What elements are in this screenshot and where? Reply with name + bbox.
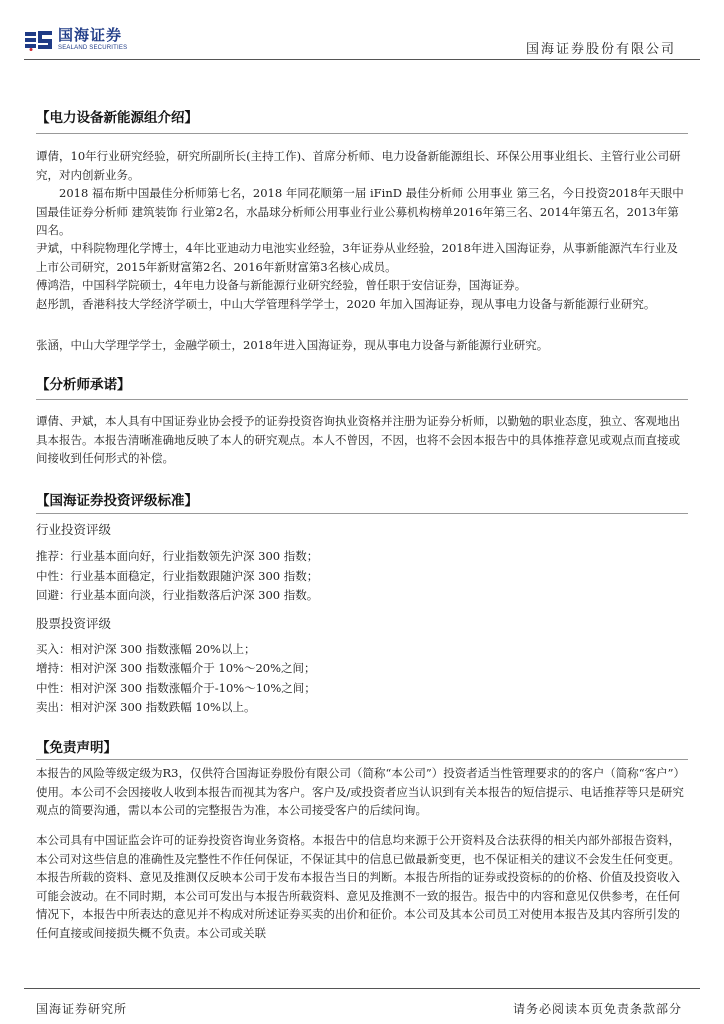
industry-rating-avoid: 回避：行业基本面向淡，行业指数落后沪深 300 指数。 — [36, 588, 319, 602]
rating-section-title: 【国海证券投资评级标准】 — [36, 493, 198, 509]
disclaimer-para-2: 本公司具有中国证监会许可的证券投资咨询业务资格。本报告中的信息均来源于公开资料及合法获得的相关内部外部报告资料，本公司对这些信息的准确性及完整性不作任何保证，不保证其中的信息已做最新变更，也不保证相关的建议不会发生任何变更。本报告所载的资料、意见及推测仅反映本公司于发布本报告当日的判断。本报告所指的证券或投资标的的价格、价值及投资收入可能会波动。在不同时期，本公司可发出与本报告所载资料、意见及推测不一致的报告。报告中的内容和意见仅供参考，在任何情况下，本报告中所表达的意见并不构成对所述证券买卖的出价和征价。本公司及其本公司员工对使用本报告及其内容所引发的任何直接或间接损失概不负责。本公司或关联 — [36, 833, 680, 940]
team-section-title: 【电力设备新能源组介绍】 — [36, 110, 198, 126]
company-name: 国海证券股份有限公司 — [525, 42, 676, 57]
footer-divider — [24, 988, 700, 989]
team-awards: 2018 福布斯中国最佳分析师第七名，2018 年同花顺第一届 iFinD 最佳分析师 公用事业 第三名，今日投资2018年天眼中国最佳证券分析师 建筑装饰 行业第2名，水晶球分析师公用事业行业公募机构榜单2016年第三名、2014年第五名，2013年第四名。 — [36, 186, 684, 237]
industry-rating-neutral: 中性：行业基本面稳定，行业指数跟随沪深 300 指数； — [36, 569, 319, 583]
footer-disclaimer-note: 请务必阅读本页免责条款部分 — [512, 1002, 682, 1016]
team-member-yinbin: 尹斌，中科院物理化学博士，4年比亚迪动力电池实业经验，3年证券从业经验，2018年进入国海证券，从事新能源汽车行业及上市公司研究，2015年新财富第2名、2016年新财富第3名核心成员。 — [36, 241, 678, 274]
logo-cn-text: 国海证券 — [58, 26, 123, 44]
commitment-section-title: 【分析师承诺】 — [36, 377, 131, 393]
disclaimer-para-1: 本报告的风险等级定级为R3，仅供符合国海证券股份有限公司（简称“本公司”）投资者适当性管理要求的的客户（简称“客户”）使用。本公司不会因接收人收到本报告而视其为客户。客户及/或投资者应当认识到有关本报告的短信提示、电话推荐等只是研究观点的简要沟通，需以本公司的完整报告为准，本公司接受客户的后续问询。 — [36, 766, 685, 817]
industry-rating-title: 行业投资评级 — [36, 522, 112, 537]
disclaimer-section-divider — [36, 759, 688, 760]
stock-rating-neutral: 中性：相对沪深 300 指数涨幅介于-10%～10%之间； — [36, 681, 316, 695]
stock-rating-overweight: 增持：相对沪深 300 指数涨幅介于 10%～20%之间； — [36, 661, 316, 675]
stock-rating-buy: 买入：相对沪深 300 指数涨幅 20%以上； — [36, 642, 256, 656]
logo-en-text: SEALAND SECURITIES — [58, 45, 128, 51]
footer-institute: 国海证券研究所 — [36, 1002, 128, 1016]
commitment-text: 谭倩、尹斌，本人具有中国证券业协会授予的证券投资咨询执业资格并注册为证券分析师，以勤勉的职业态度，独立、客观地出具本报告。本报告清晰准确地反映了本人的研究观点。本人不曾因，不因，也将不会因本报告中的具体推荐意见或观点而直接或间接收到任何形式的补偿。 — [36, 414, 680, 465]
rating-section-divider — [36, 513, 688, 514]
team-member-fuhonghao: 傅鸿浩，中国科学院硕士，4年电力设备与新能源行业研究经验，曾任职于安信证券，国海证券。 — [36, 278, 527, 292]
sealand-logo-icon — [24, 29, 54, 51]
stock-rating-sell: 卖出：相对沪深 300 指数跌幅 10%以上。 — [36, 700, 256, 714]
company-logo — [24, 28, 127, 51]
team-member-zhanghan: 张涵，中山大学理学学士，金融学硕士，2018年进入国海证券，现从事电力设备与新能源行业研究。 — [36, 338, 549, 352]
team-section-divider — [36, 133, 688, 134]
team-member-zhaotongkai: 赵彤凯，香港科技大学经济学硕士，中山大学管理科学学士，2020 年加入国海证券，现从事电力设备与新能源行业研究。 — [36, 297, 656, 311]
team-member-tanqian: 谭倩，10年行业研究经验，研究所副所长(主持工作)、首席分析师、电力设备新能源组长、环保公用事业组长、主管行业公司研究，对内创新业务。 — [36, 149, 681, 182]
stock-rating-title: 股票投资评级 — [36, 616, 112, 631]
header-divider — [24, 59, 700, 60]
commitment-section-divider — [36, 399, 688, 400]
disclaimer-section-title: 【免责声明】 — [36, 740, 117, 756]
industry-rating-recommend: 推荐：行业基本面向好，行业指数领先沪深 300 指数； — [36, 549, 319, 563]
page-header — [0, 0, 724, 62]
